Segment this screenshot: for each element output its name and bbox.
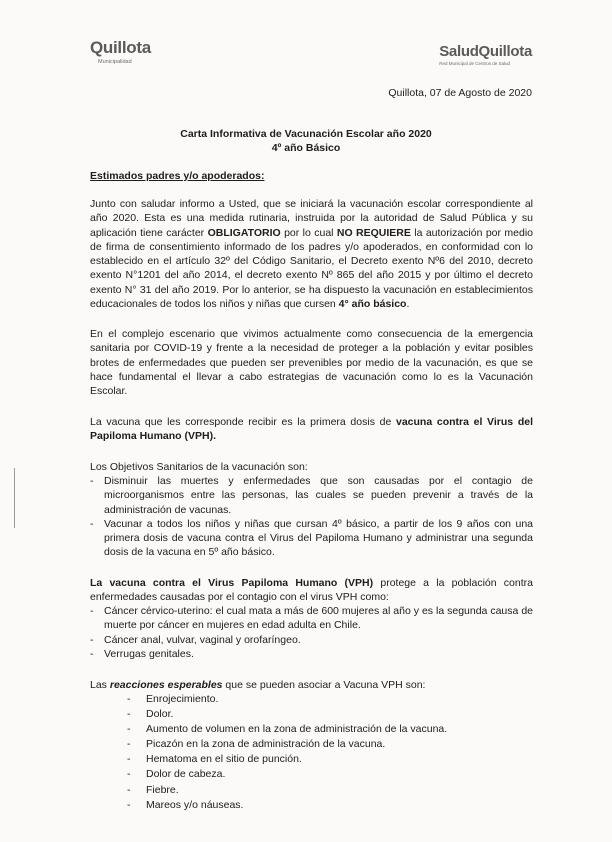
paragraph-covid: En el complejo escenario que vivimos actualmente como consecuencia de la emergencia sanitaria por COVID-19 y frente a la necesidad de proteger a la población y evitar posibles brotes de enfermedades que pueden ser prevenibles por medio de la vacunación, es que se hace fundamental el llevar a cabo estrategias de vacunación como lo es la Vacunación Escolar.	[90, 328, 533, 398]
list-item: - Cáncer anal, vulvar, vaginal y orofaríngeo.	[90, 633, 301, 646]
objectives-intro: Los Objetivos Sanitarios de la vacunación son:	[90, 461, 308, 473]
vph-diseases-list	[90, 604, 533, 661]
quillota-municipal-logo	[90, 38, 151, 65]
reactions-intro: Las reacciones esperables que se pueden asociar a Vacuna VPH son:	[90, 679, 426, 691]
list-item: - Enrojecimiento.	[127, 693, 219, 705]
greeting: Estimados padres y/o apoderados:	[90, 170, 265, 182]
list-item: - Aumento de volumen en la zona de administración de la vacuna.	[127, 723, 448, 736]
paragraph-intro: Junto con saludar informo a Usted, que se iniciará la vacunación escolar correspondiente al año 2020. Esta es una medida rutinaria, instruida por la autoridad de Salud Pública y su aplicación tiene carácter OBLIGATORIO por lo cual NO REQUIERE la autorización por medio de firma de consentimiento informado de los padres y/o apoderados, en conformidad con lo establecido en el artículo 32º del Código Sanitario, el Decreto exento Nº6 del 2010, decreto exento N°1201 del año 2014, el decreto exento Nº 865 del año 2015 y por último el decreto exento N° 31 del año 2019. Por lo anterior, se ha dispuesto la vacunación en establecimientos educacionales de todos los niños y niñas que cursen 4° año básico.	[90, 198, 534, 311]
scan-margin-mark	[14, 468, 15, 528]
list-item: - Verrugas genitales.	[90, 647, 194, 660]
list-item: - Fiebre.	[127, 783, 179, 796]
list-item: - Picazón en la zona de administración de la vacuna.	[127, 738, 386, 751]
paragraph-vph: La vacuna contra el Virus Papiloma Humano (VPH) protege a la población contra enfermedades causadas por el contagio con el virus VPH como:	[90, 577, 533, 604]
reactions-list	[127, 692, 527, 813]
list-item: - Vacunar a todos los niños y niñas que cursan 4º básico, a partir de los 9 años con una primera dosis de vacuna contra el Virus del Papiloma Humano y administrar una segunda dosis de la vacuna en 5º año básico.	[90, 517, 533, 559]
list-item: - Dolor.	[127, 708, 174, 721]
letter-subtitle: 4º año Básico	[271, 142, 341, 154]
left-logo-text: Quillota	[90, 38, 151, 57]
paragraph-vaccine: La vacuna que les corresponde recibir es la primera dosis de vacuna contra el Virus del Papiloma Humano (VPH).	[90, 416, 533, 443]
right-logo-subtitle: Red Municipal de Centros de Salud	[439, 61, 511, 66]
list-item: - Cáncer cérvico-uterino: el cual mata a más de 600 mujeres al año y es la segunda causa de muerte por cáncer en mujeres en edad adulta en Chile.	[90, 605, 533, 632]
list-item: - Dolor de cabeza.	[127, 768, 226, 781]
list-item: - Disminuir las muertes y enfermedades que son causadas por el contagio de microorganismos entre las personas, las cuales se pueden prevenir a través de la administración de vacunas.	[90, 475, 533, 516]
objectives-list	[90, 474, 533, 560]
right-logo-text: SaludQuillota	[439, 43, 532, 60]
left-logo-subtitle: Municipalidad	[98, 59, 132, 65]
list-item: - Mareos y/o náuseas.	[127, 798, 244, 811]
letter-title: Carta Informativa de Vacunación Escolar año 2020	[180, 128, 432, 140]
letter-date: Quillota, 07 de Agosto de 2020	[388, 87, 532, 99]
list-item: - Hematoma en el sitio de punción.	[127, 753, 302, 766]
salud-quillota-logo	[439, 43, 532, 66]
